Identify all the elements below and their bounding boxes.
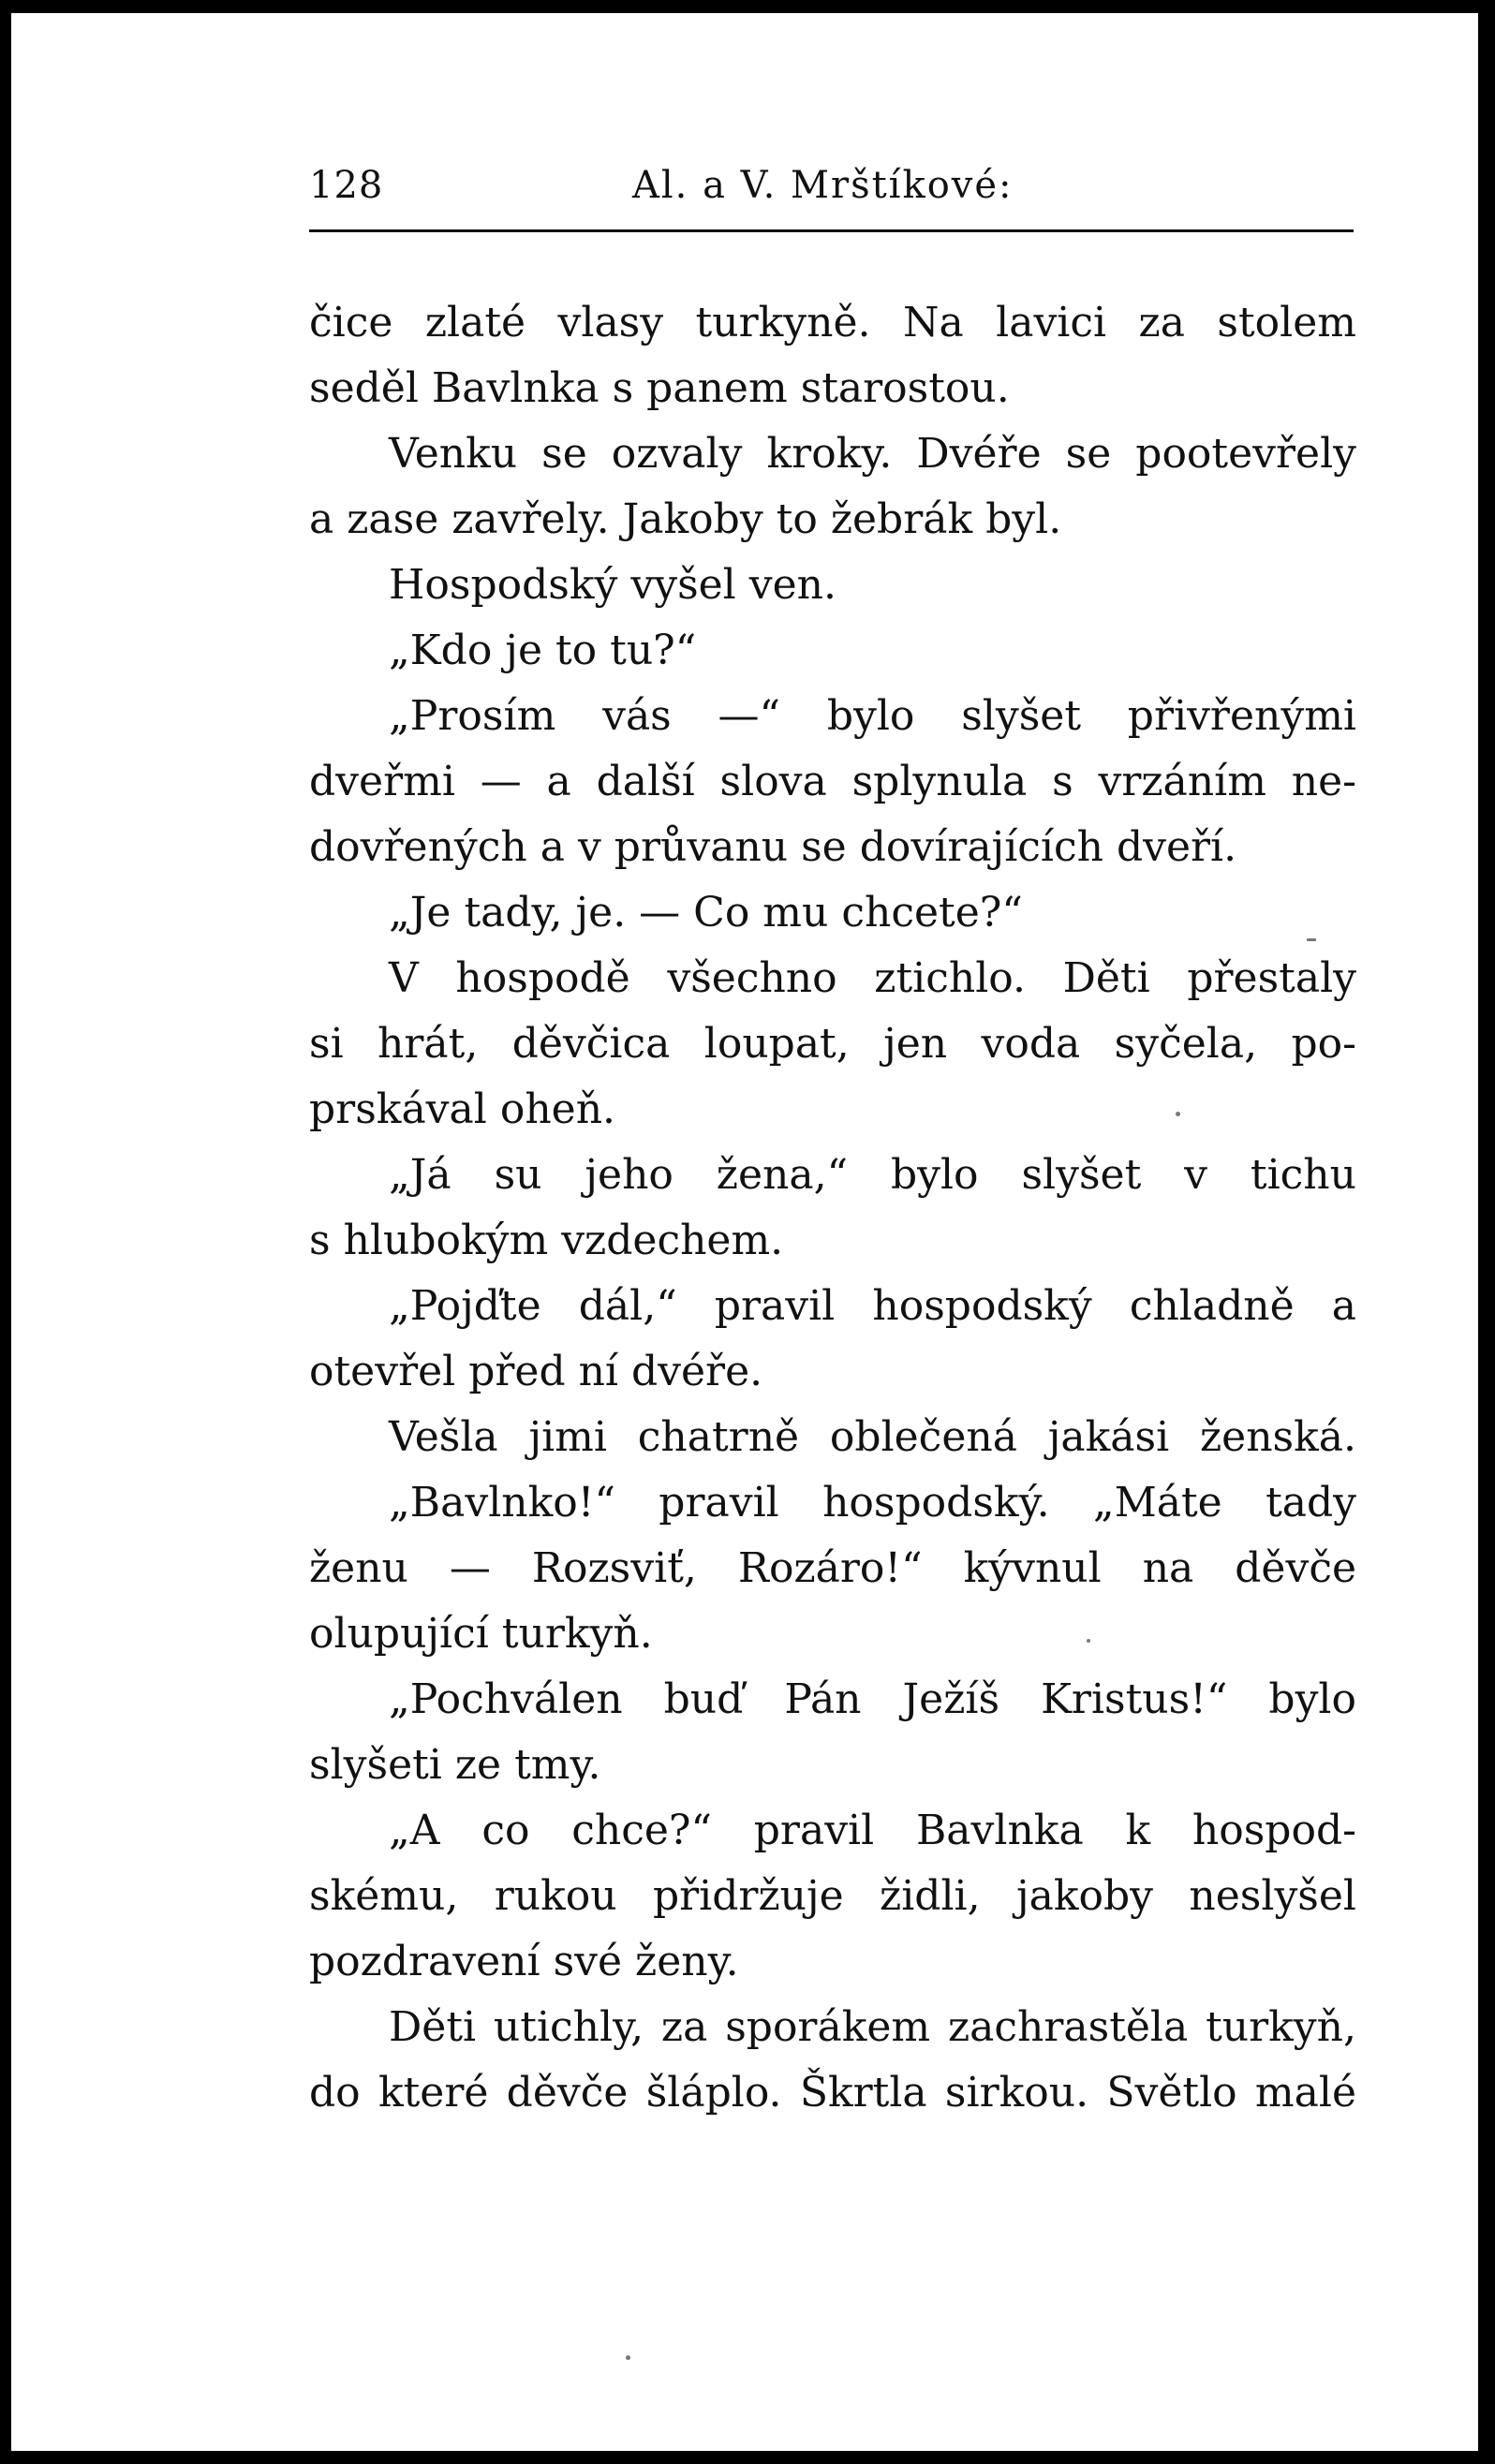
text-line: olupující turkyň. (309, 1610, 653, 1658)
text-line: Děti utichly, za sporákem zachrastěla turkyň, (389, 2003, 1356, 2051)
text-line: s hlubokým vzdechem. (309, 1217, 784, 1264)
text-line: V hospodě všechno ztichlo. Děti přestaly (389, 954, 1356, 1002)
header-rule (309, 229, 1354, 232)
print-speck (626, 2355, 630, 2360)
body-text (309, 290, 1356, 2126)
text-line: „Pochválen buď Pán Ježíš Kristus!“ bylo (389, 1675, 1356, 1723)
page-number: 128 (309, 164, 384, 207)
text-line: „Já su jeho žena,“ bylo slyšet v tichu (389, 1151, 1356, 1199)
text-line: „Kdo je to tu?“ (389, 627, 697, 674)
page-header (309, 157, 1354, 214)
text-line: dovřených a v průvanu se dovírajících dveří. (309, 823, 1237, 871)
text-line: pozdravení své ženy. (309, 1938, 739, 1985)
text-line: Vešla jimi chatrně oblečená jakási ženská. (389, 1413, 1356, 1461)
text-line: prskával oheň. (309, 1085, 616, 1133)
print-speck (1087, 1639, 1090, 1643)
text-line: Venku se ozvaly kroky. Dvéře se pootevřely (389, 430, 1356, 478)
text-line: skému, rukou přidržuje židli, jakoby neslyšel (309, 1872, 1356, 1920)
text-line: seděl Bavlnka s panem starostou. (309, 364, 1010, 412)
text-line: si hrát, děvčica loupat, jen voda syčela, po- (309, 1020, 1356, 1068)
text-line: a zase zavřely. Jakoby to žebrák byl. (309, 495, 1062, 543)
text-line: „A co chce?“ pravil Bavlnka k hospod- (389, 1807, 1356, 1854)
text-line: „Pojďte dál,“ pravil hospodský chladně a (389, 1282, 1356, 1330)
print-speck (1176, 1112, 1180, 1116)
page-edge-shadow (1478, 0, 1495, 2464)
text-line: dveřmi — a další slova splynula s vrzáním ne- (309, 758, 1356, 805)
text-line: čice zlaté vlasy turkyně. Na lavici za stolem (309, 299, 1356, 347)
text-line: otevřel před ní dvéře. (309, 1348, 763, 1395)
text-line: ženu — Rozsviť, Rozáro!“ kývnul na děvče (309, 1544, 1356, 1592)
text-line: „Je tady, je. — Co mu chcete?“ (389, 889, 1023, 937)
running-title: Al. a V. Mrštíkové: (632, 164, 1014, 207)
text-line: do které děvče šláplo. Škrtla sirkou. Světlo malé (309, 2069, 1356, 2117)
text-line: Hospodský vyšel ven. (389, 561, 836, 609)
text-line: „Prosím vás —“ bylo slyšet přivřenými (389, 692, 1356, 740)
text-line: „Bavlnko!“ pravil hospodský. „Máte tady (389, 1479, 1356, 1527)
text-line: slyšeti ze tmy. (309, 1741, 601, 1789)
print-speck (1307, 938, 1316, 941)
